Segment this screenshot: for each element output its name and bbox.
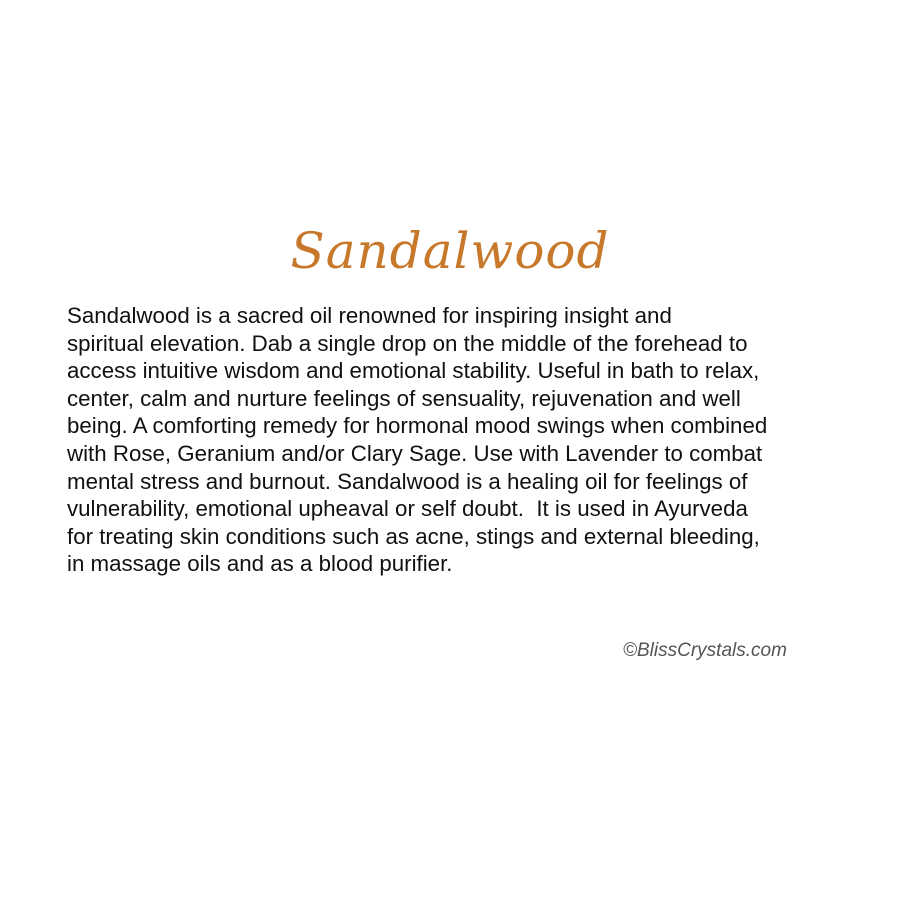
text-line: spiritual elevation. Dab a single drop on the middle of the forehead to xyxy=(67,330,748,356)
text-line: Sandalwood is a sacred oil renowned for inspiring insight and xyxy=(67,303,672,328)
description-text xyxy=(67,302,867,578)
text-line: in massage oils and as a blood purifier. xyxy=(67,551,453,577)
text-line: with Rose, Geranium and/or Clary Sage. Use with Lavender to combat xyxy=(67,440,763,466)
text-line: being. A comforting remedy for hormonal mood swings when combined xyxy=(67,413,768,439)
text-line: vulnerability, emotional upheaval or self doubt. It is used in Ayurveda xyxy=(67,496,748,522)
text-line: mental stress and burnout. Sandalwood is a healing oil for feelings of xyxy=(67,468,748,494)
text-line: access intuitive wisdom and emotional stability. Useful in bath to relax, xyxy=(67,358,760,384)
copyright-credit: ©BlissCrystals.com xyxy=(623,640,787,661)
text-line: center, calm and nurture feelings of sensuality, rejuvenation and well xyxy=(67,385,741,411)
page-title: Sandalwood xyxy=(290,222,610,280)
text-line: for treating skin conditions such as acne, stings and external bleeding, xyxy=(67,523,760,549)
